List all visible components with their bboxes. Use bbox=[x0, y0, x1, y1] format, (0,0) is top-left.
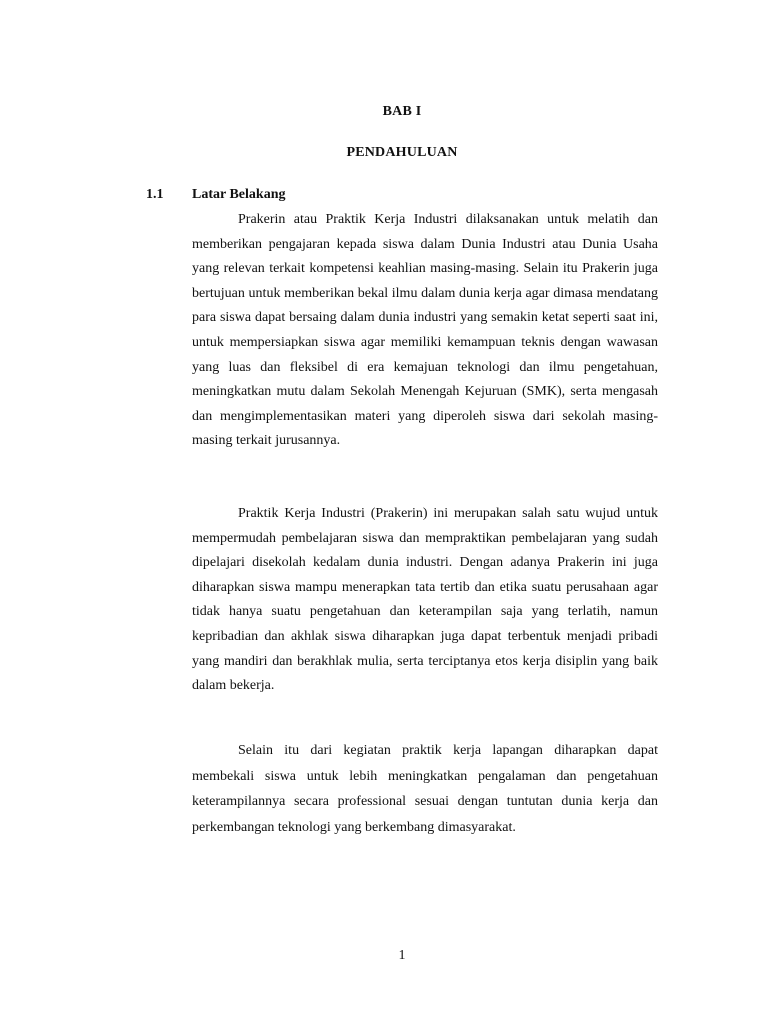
section-title: Latar Belakang bbox=[192, 187, 286, 202]
body-paragraph-2: Praktik Kerja Industri (Prakerin) ini merupakan salah satu wujud untuk mempermudah pembelajaran siswa dan mempraktikan pembelajaran yang sudah dipelajari disekolah kedalam dunia industri. Dengan adanya Prakerin ini juga diharapkan siswa mampu menerapkan tata tertib dan etika suatu perusahaan agar tidak hanya suatu pengetahuan dan keterampilan saja yang terlatih, namun kepribadian dan akhlak siswa diharapkan juga dapat terbentuk menjadi pribadi yang mandiri dan berakhlak mulia, serta terciptanya etos kerja disiplin yang baik dalam bekerja. bbox=[192, 506, 658, 694]
chapter-number: BAB I bbox=[382, 104, 422, 119]
chapter-title: PENDAHULUAN bbox=[346, 145, 458, 160]
body-paragraph-1: Prakerin atau Praktik Kerja Industri dilaksanakan untuk melatih dan memberikan pengajaran kepada siswa dalam Dunia Industri atau Dunia Usaha yang relevan terkait kompetensi keahlian masing-masing. Selain itu Prakerin juga bertujuan untuk memberikan bekal ilmu dalam dunia kerja agar dimasa mendatang para siswa dapat bersaing dalam dunia industri yang semakin ketat seperti saat ini, untuk mempersiapkan siswa agar memiliki kemampuan teknis dengan wawasan yang luas dan fleksibel di era kemajuan teknologi dan ilmu pengetahuan, meningkatkan mutu dalam Sekolah Menengah Kejuruan (SMK), serta mengasah dan mengimplementasikan materi yang diperoleh siswa dari sekolah masing-masing terkait jurusannya. bbox=[192, 212, 658, 449]
body-paragraph-3: Selain itu dari kegiatan praktik kerja lapangan diharapkan dapat membekali siswa untuk lebih meningkatkan pengalaman dan pengetahuan keterampilannya secara professional sesuai dengan tuntutan dunia kerja dan perkembangan teknologi yang berkembang dimasyarakat. bbox=[192, 743, 658, 835]
section-heading bbox=[146, 187, 285, 203]
section-number: 1.1 bbox=[146, 187, 164, 202]
page-number: 1 bbox=[398, 948, 406, 963]
